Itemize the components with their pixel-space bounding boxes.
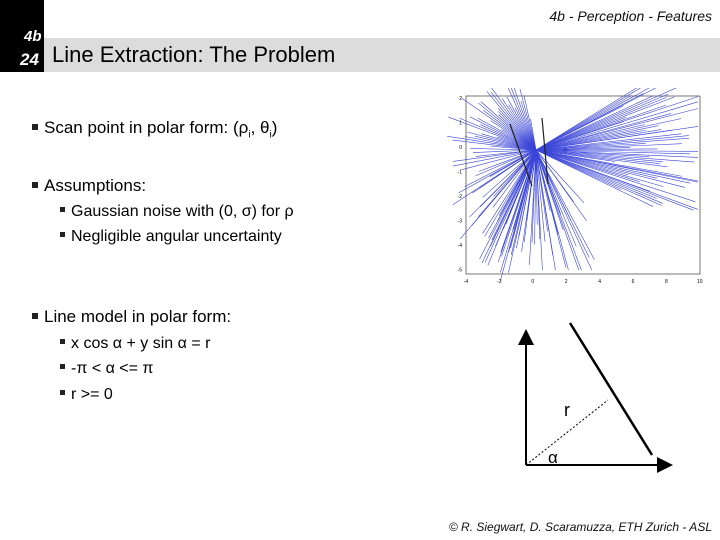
x-tick-labels bbox=[464, 279, 703, 285]
slide-title: Line Extraction: The Problem bbox=[52, 42, 336, 67]
section-tag: 4b bbox=[24, 28, 42, 45]
bullet-line-model bbox=[32, 307, 231, 327]
bullet-text: Line model in polar form: bbox=[44, 307, 232, 326]
bullet-text: Gaussian noise with (0, σ) for ρ bbox=[71, 203, 294, 220]
sub-bullet bbox=[60, 386, 113, 404]
x-tick-label: -2 bbox=[497, 279, 502, 285]
x-tick-label: 8 bbox=[665, 279, 668, 285]
bullet-text: , θ bbox=[250, 118, 270, 137]
slide-number: 24 bbox=[20, 50, 39, 69]
bullet-square-icon bbox=[60, 207, 65, 212]
bullet-square-icon bbox=[60, 364, 65, 369]
x-tick-label: 10 bbox=[697, 279, 703, 285]
footer-copyright: © R. Siegwart, D. Scaramuzza, ETH Zurich - ASL bbox=[448, 520, 712, 534]
section-title: 4b - Perception - Features bbox=[549, 8, 712, 24]
y-tick-label: -4 bbox=[457, 243, 462, 249]
alpha-label: α bbox=[548, 448, 558, 467]
y-tick-label: 1 bbox=[459, 120, 462, 127]
bullet-square-icon bbox=[60, 232, 65, 237]
bullet-text: -π < α <= π bbox=[71, 360, 154, 377]
r-label: r bbox=[564, 400, 570, 420]
scan-plot bbox=[440, 88, 710, 288]
y-tick-label: -5 bbox=[457, 267, 462, 274]
bullet-text: ) bbox=[271, 118, 278, 137]
x-tick-label: 6 bbox=[631, 279, 635, 285]
bullet-text: r >= 0 bbox=[71, 386, 113, 403]
bullet-square-icon bbox=[32, 313, 38, 319]
y-tick-label: 2 bbox=[459, 96, 462, 102]
bullet-assumptions bbox=[32, 176, 146, 196]
y-tick-labels bbox=[458, 96, 463, 274]
x-tick-label: 0 bbox=[531, 279, 535, 285]
sub-bullet bbox=[60, 335, 210, 353]
bullet-scan-point bbox=[32, 118, 277, 140]
x-tick-label: -4 bbox=[463, 279, 469, 285]
y-tick-label: 0 bbox=[459, 145, 462, 151]
bullet-text: x cos α + y sin α = r bbox=[71, 335, 211, 352]
bullet-square-icon bbox=[32, 182, 38, 188]
line-model-diagram bbox=[480, 315, 680, 480]
model-line bbox=[570, 323, 652, 455]
sub-bullet bbox=[60, 228, 282, 246]
bullet-square-icon bbox=[32, 124, 38, 130]
y-tick-label: -2 bbox=[457, 194, 462, 200]
sub-bullet bbox=[60, 203, 294, 221]
subscript: i bbox=[248, 129, 251, 141]
x-tick-label: 2 bbox=[564, 279, 568, 285]
y-tick-label: -3 bbox=[457, 218, 462, 225]
subscript: i bbox=[269, 129, 272, 141]
bullet-text: Assumptions: bbox=[44, 176, 147, 195]
bullet-text: Scan point in polar form: (ρ bbox=[44, 118, 249, 137]
y-tick-label: -1 bbox=[457, 169, 462, 176]
sub-bullet bbox=[60, 360, 153, 378]
x-tick-label: 4 bbox=[598, 279, 601, 285]
bullet-text: Negligible angular uncertainty bbox=[71, 228, 282, 245]
bullet-square-icon bbox=[60, 390, 65, 395]
bullet-square-icon bbox=[60, 339, 65, 344]
